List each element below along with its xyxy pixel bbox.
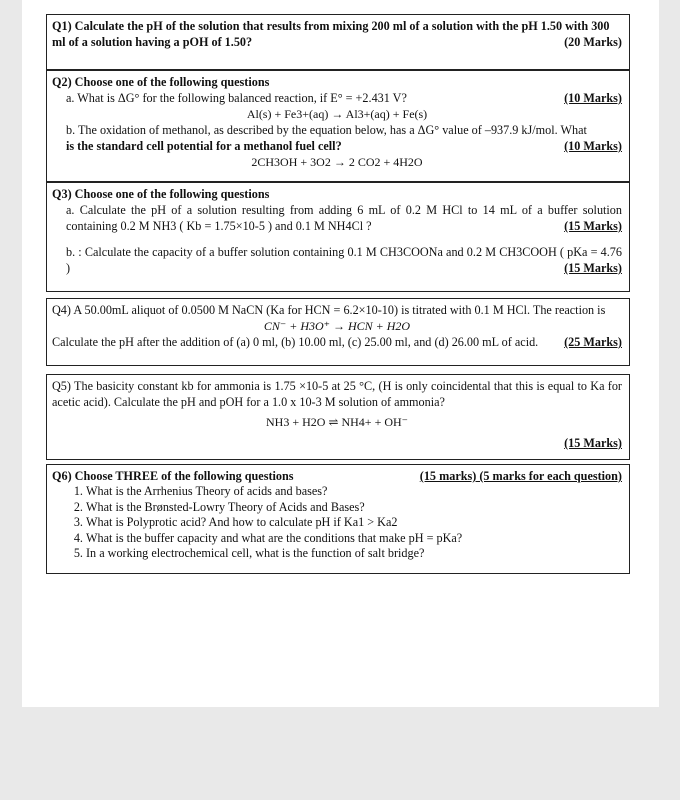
q3-heading: Q3) Choose one of the following questions	[52, 187, 270, 201]
q2-a-marks: (10 Marks)	[564, 91, 622, 105]
q6-item: 4. What is the buffer capacity and what are the conditions that make pH = pKa?	[86, 531, 622, 547]
q6-heading: Q6) Choose THREE of the following questions	[52, 469, 294, 483]
q3-a-text: a. Calculate the pH of a solution resulting from adding 6 mL of 0.2 M HCl to 14 mL of a buffer solution containing 0.2 M NH3 ( Kb = 1.75×10-5 ) and 0.1 M NH4Cl ?	[66, 203, 622, 233]
q1-text: Q1) Calculate the pH of the solution that results from mixing 200 ml of a solution with the pH 1.50 with 300 ml of a solution having a pOH of 1.50?	[52, 19, 610, 49]
q5-marks: (15 Marks)	[564, 436, 622, 450]
q2-heading: Q2) Choose one of the following questions	[52, 75, 270, 89]
q5-equation: NH3 + H2O ⇌ NH4+ + OH⁻	[265, 415, 409, 429]
q5-text: Q5) The basicity constant kb for ammonia is 1.75 ×10-5 at 25 °C, (H is only coincidental that this is equal to Ka for acetic acid). Calculate the pH and pOH for a 1.0 x 10-3 M solution of ammonia?	[52, 379, 622, 409]
q2-b-text-1: b. The oxidation of methanol, as described by the equation below, has a ΔG° value of –937.9 kJ/mol. What	[66, 123, 587, 137]
q2-b-equation: 2CH3OH + 3O2 → 2 CO2 + 4H2O	[251, 155, 423, 169]
q6-marks: (15 marks) (5 marks for each question)	[419, 469, 622, 483]
question-6-box	[46, 464, 630, 574]
q6-item: 1. What is the Arrhenius Theory of acids and bases?	[86, 484, 622, 500]
q6-item: 2. What is the Brønsted-Lowry Theory of Acids and Bases?	[86, 500, 622, 516]
question-3-box	[46, 182, 630, 292]
q3-b-marks: (15 Marks)	[564, 261, 622, 275]
q6-item: 5. In a working electrochemical cell, what is the function of salt bridge?	[86, 546, 622, 562]
q4-text: Q4) A 50.00mL aliquot of 0.0500 M NaCN (Ka for HCN = 6.2×10-10) is titrated with 0.1 M HCl. The reaction is	[52, 303, 606, 317]
q6-item: 3. What is Polyprotic acid? And how to calculate pH if Ka1 > Ka2	[86, 515, 622, 531]
q2-b-marks: (10 Marks)	[564, 139, 622, 153]
question-2-box	[46, 70, 630, 182]
q4-text2: Calculate the pH after the addition of (a) 0 ml, (b) 10.00 ml, (c) 25.00 ml, and (d) 26.00 mL of acid.	[52, 335, 539, 349]
q2-a-text: a. What is ΔG° for the following balanced reaction, if E° = +2.431 V?	[66, 91, 407, 105]
q2-b-text-2: is the standard cell potential for a methanol fuel cell?	[66, 139, 342, 153]
q4-equation: CN⁻ + H3O⁺ → HCN + H2O	[263, 319, 411, 333]
question-5-box	[46, 374, 630, 460]
question-1-box	[46, 14, 630, 70]
q4-marks: (25 Marks)	[564, 335, 622, 349]
q1-marks: (20 Marks)	[564, 35, 622, 49]
q2-a-equation: Al(s) + Fe3+(aq) → Al3+(aq) + Fe(s)	[246, 107, 428, 121]
question-4-box	[46, 298, 630, 366]
q6-list	[52, 484, 622, 562]
q3-b-text: b. : Calculate the capacity of a buffer solution containing 0.1 M CH3COONa and 0.2 M CH3COOH ( pKa = 4.76 )	[66, 245, 622, 275]
q3-a-marks: (15 Marks)	[564, 219, 622, 233]
